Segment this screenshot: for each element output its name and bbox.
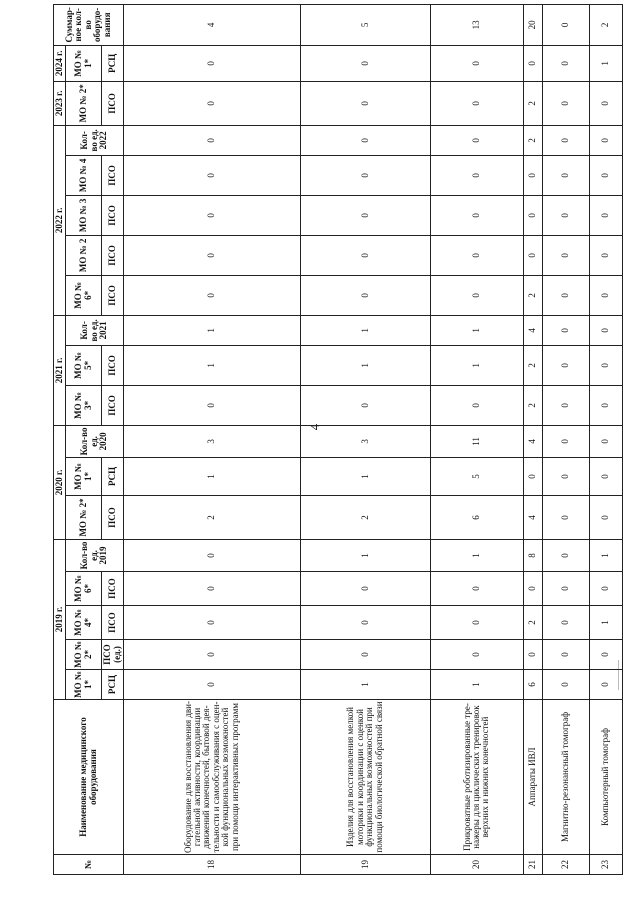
value-cell: 0	[543, 640, 589, 670]
value-cell: 0	[430, 81, 523, 125]
value-cell: 0	[124, 155, 301, 195]
value-cell: 0	[589, 345, 622, 385]
value-cell: 0	[300, 385, 430, 425]
value-cell: 0	[543, 195, 589, 235]
header-mo-1: МО № 1*	[66, 45, 102, 81]
value-cell: 0	[300, 125, 430, 155]
value-cell: 3	[124, 425, 301, 457]
header-type: ПСО	[102, 275, 124, 315]
value-cell: 0	[589, 425, 622, 457]
header-type: ПСО	[102, 385, 124, 425]
equipment-name: Аппараты ИВЛ	[523, 700, 543, 855]
value-cell: 0	[124, 235, 301, 275]
equipment-name: Оборудование для восстановления двигательной активности, координации движений конечностей, бытовой деятельности и самообслуживания с оценкой функциональных возможностей при помощи интерактивных программ	[124, 700, 301, 855]
value-cell: 0	[589, 235, 622, 275]
value-cell: 1	[124, 315, 301, 345]
value-cell: 0	[124, 81, 301, 125]
value-cell: 0	[543, 125, 589, 155]
value-cell: 1	[589, 606, 622, 640]
value-cell: 0	[543, 81, 589, 125]
value-cell: 0	[589, 155, 622, 195]
value-cell: 5	[300, 4, 430, 45]
row-number: 22	[543, 855, 589, 875]
value-cell: 1	[300, 539, 430, 571]
value-cell: 0	[523, 457, 543, 495]
value-cell: 1	[300, 315, 430, 345]
value-cell: 1	[589, 45, 622, 81]
value-cell: 0	[300, 275, 430, 315]
value-cell: 1	[124, 457, 301, 495]
value-cell: 1	[124, 345, 301, 385]
value-cell: 0	[543, 45, 589, 81]
value-cell: 0	[589, 315, 622, 345]
value-cell: 1	[300, 670, 430, 700]
value-cell: 0	[589, 670, 622, 700]
header-mo-1: МО № 1*	[66, 457, 102, 495]
value-cell: 0	[523, 640, 543, 670]
value-cell: 0	[543, 572, 589, 606]
value-cell: 0	[124, 606, 301, 640]
value-cell: 0	[523, 45, 543, 81]
value-cell: 1	[430, 345, 523, 385]
equipment-name: Изделия для восстановления мелкой моторики и координации с оценкой функциональных возможностей при помощи биологической обратной связи	[300, 700, 430, 855]
header-count-2021: Кол-во ед. 2021	[66, 315, 124, 345]
value-cell: 0	[589, 495, 622, 539]
value-cell: 1	[300, 345, 430, 385]
value-cell: 0	[124, 572, 301, 606]
value-cell: 0	[124, 640, 301, 670]
value-cell: 0	[543, 275, 589, 315]
value-cell: 0	[300, 572, 430, 606]
value-cell: 0	[430, 45, 523, 81]
header-year-2022: 2022 г.	[54, 125, 66, 315]
header-row-years	[54, 4, 66, 874]
value-cell: 0	[589, 640, 622, 670]
value-cell: 0	[523, 235, 543, 275]
value-cell: 0	[589, 81, 622, 125]
value-cell: 0	[589, 275, 622, 315]
header-name: Наименование медицинского оборудования	[54, 700, 124, 855]
header-mo-1: МО № 1*	[66, 670, 102, 700]
row-number: 19	[300, 855, 430, 875]
header-mo-4: МО № 4	[66, 155, 102, 195]
value-cell: 0	[543, 345, 589, 385]
table-row	[300, 4, 430, 874]
rotated-table-container	[53, 7, 623, 875]
value-cell: 0	[543, 425, 589, 457]
value-cell: 0	[523, 155, 543, 195]
value-cell: 20	[523, 4, 543, 45]
value-cell: 4	[523, 425, 543, 457]
header-type: ПСО	[102, 345, 124, 385]
value-cell: 2	[300, 495, 430, 539]
header-mo-2: МО № 2*	[66, 640, 102, 670]
value-cell: 2	[523, 275, 543, 315]
value-cell: 0	[543, 155, 589, 195]
header-count-2020: Кол-во ед. 2020	[66, 425, 124, 457]
value-cell: 4	[124, 4, 301, 45]
value-cell: 0	[543, 539, 589, 571]
value-cell: 6	[430, 495, 523, 539]
value-cell: 0	[430, 195, 523, 235]
value-cell: 6	[523, 670, 543, 700]
header-mo-5: МО № 5*	[66, 345, 102, 385]
value-cell: 2	[589, 4, 622, 45]
value-cell: 1	[300, 457, 430, 495]
value-cell: 0	[543, 670, 589, 700]
header-mo-4: МО № 4*	[66, 606, 102, 640]
value-cell: 0	[430, 606, 523, 640]
value-cell: 1	[430, 670, 523, 700]
header-type: РСЦ	[102, 457, 124, 495]
header-year-2023: 2023 г.	[54, 81, 66, 125]
equipment-name: Магнитно-резонансный томограф	[543, 700, 589, 855]
header-type: ПСО	[102, 155, 124, 195]
header-type: РСЦ	[102, 670, 124, 700]
header-mo-6: МО № 6*	[66, 572, 102, 606]
value-cell: 0	[430, 235, 523, 275]
value-cell: 0	[430, 155, 523, 195]
value-cell: 0	[543, 457, 589, 495]
value-cell: 0	[124, 195, 301, 235]
value-cell: 4	[523, 495, 543, 539]
value-cell: 0	[300, 155, 430, 195]
value-cell: 3	[300, 425, 430, 457]
header-type: ПСО	[102, 606, 124, 640]
header-year-2020: 2020 г.	[54, 425, 66, 539]
value-cell: 0	[589, 125, 622, 155]
header-mo-3: МО № 3*	[66, 385, 102, 425]
value-cell: 4	[523, 315, 543, 345]
row-number: 20	[430, 855, 523, 875]
value-cell: 0	[124, 539, 301, 571]
row-number: 23	[589, 855, 622, 875]
value-cell: 2	[523, 385, 543, 425]
value-cell: 0	[543, 606, 589, 640]
value-cell: 2	[523, 81, 543, 125]
table-row	[589, 4, 622, 874]
header-type: ПСО	[102, 235, 124, 275]
header-count-2019: Кол-во ед. 2019	[66, 539, 124, 571]
value-cell: 0	[124, 125, 301, 155]
value-cell: 0	[300, 195, 430, 235]
table-row	[523, 4, 543, 874]
header-type: ПСО	[102, 195, 124, 235]
value-cell: 0	[430, 385, 523, 425]
value-cell: 0	[430, 640, 523, 670]
equipment-name: Прикроватные роботизированные тренажеры для циклических тренировок верхних и нижних конечностей	[430, 700, 523, 855]
header-year-2019: 2019 г.	[54, 539, 66, 699]
header-type: ПСО	[102, 81, 124, 125]
equipment-table	[53, 4, 623, 875]
value-cell: 2	[523, 125, 543, 155]
value-cell: 0	[523, 572, 543, 606]
value-cell: 0	[589, 457, 622, 495]
value-cell: 0	[589, 385, 622, 425]
value-cell: 0	[589, 195, 622, 235]
value-cell: 2	[523, 345, 543, 385]
header-type: РСЦ	[102, 45, 124, 81]
value-cell: 1	[589, 539, 622, 571]
row-number: 21	[523, 855, 543, 875]
value-cell: 0	[300, 81, 430, 125]
value-cell: 0	[430, 125, 523, 155]
header-type: ПСО	[102, 572, 124, 606]
header-count-2022: Кол-во ед. 2022	[66, 125, 124, 155]
value-cell: 0	[300, 235, 430, 275]
value-cell: 2	[523, 606, 543, 640]
value-cell: 5	[430, 457, 523, 495]
value-cell: 0	[124, 45, 301, 81]
header-num: №	[54, 855, 124, 875]
value-cell: 0	[124, 670, 301, 700]
table-row	[124, 4, 301, 874]
value-cell: 0	[543, 385, 589, 425]
value-cell: 1	[430, 539, 523, 571]
header-year-2024: 2024 г.	[54, 45, 66, 81]
value-cell: 0	[300, 45, 430, 81]
value-cell: 0	[430, 572, 523, 606]
table-row	[543, 4, 589, 874]
value-cell: 0	[543, 4, 589, 45]
equipment-name: Компьютерный томограф	[589, 700, 622, 855]
value-cell: 0	[124, 385, 301, 425]
header-year-2021: 2021 г.	[54, 315, 66, 425]
value-cell: 0	[543, 235, 589, 275]
value-cell: 0	[543, 315, 589, 345]
header-mo-2: МО № 2*	[66, 495, 102, 539]
value-cell: 0	[124, 275, 301, 315]
value-cell: 2	[124, 495, 301, 539]
value-cell: 0	[523, 195, 543, 235]
value-cell: 0	[589, 572, 622, 606]
header-mo-3: МО № 3	[66, 195, 102, 235]
value-cell: 0	[430, 275, 523, 315]
value-cell: 13	[430, 4, 523, 45]
value-cell: 0	[300, 640, 430, 670]
value-cell: 0	[300, 606, 430, 640]
table-row	[430, 4, 523, 874]
value-cell: 8	[523, 539, 543, 571]
value-cell: 0	[543, 495, 589, 539]
header-type: ПСО	[102, 495, 124, 539]
header-mo-2: МО № 2	[66, 235, 102, 275]
header-mo-2: МО № 2*	[66, 81, 102, 125]
page-number: 4	[307, 423, 322, 431]
value-cell: 11	[430, 425, 523, 457]
header-summary: Суммарное кол-во оборудования	[54, 4, 124, 45]
row-number: 18	[124, 855, 301, 875]
header-mo-6: МО № 6*	[66, 275, 102, 315]
value-cell: 1	[430, 315, 523, 345]
header-type: ПСО (ед.)	[102, 640, 124, 670]
